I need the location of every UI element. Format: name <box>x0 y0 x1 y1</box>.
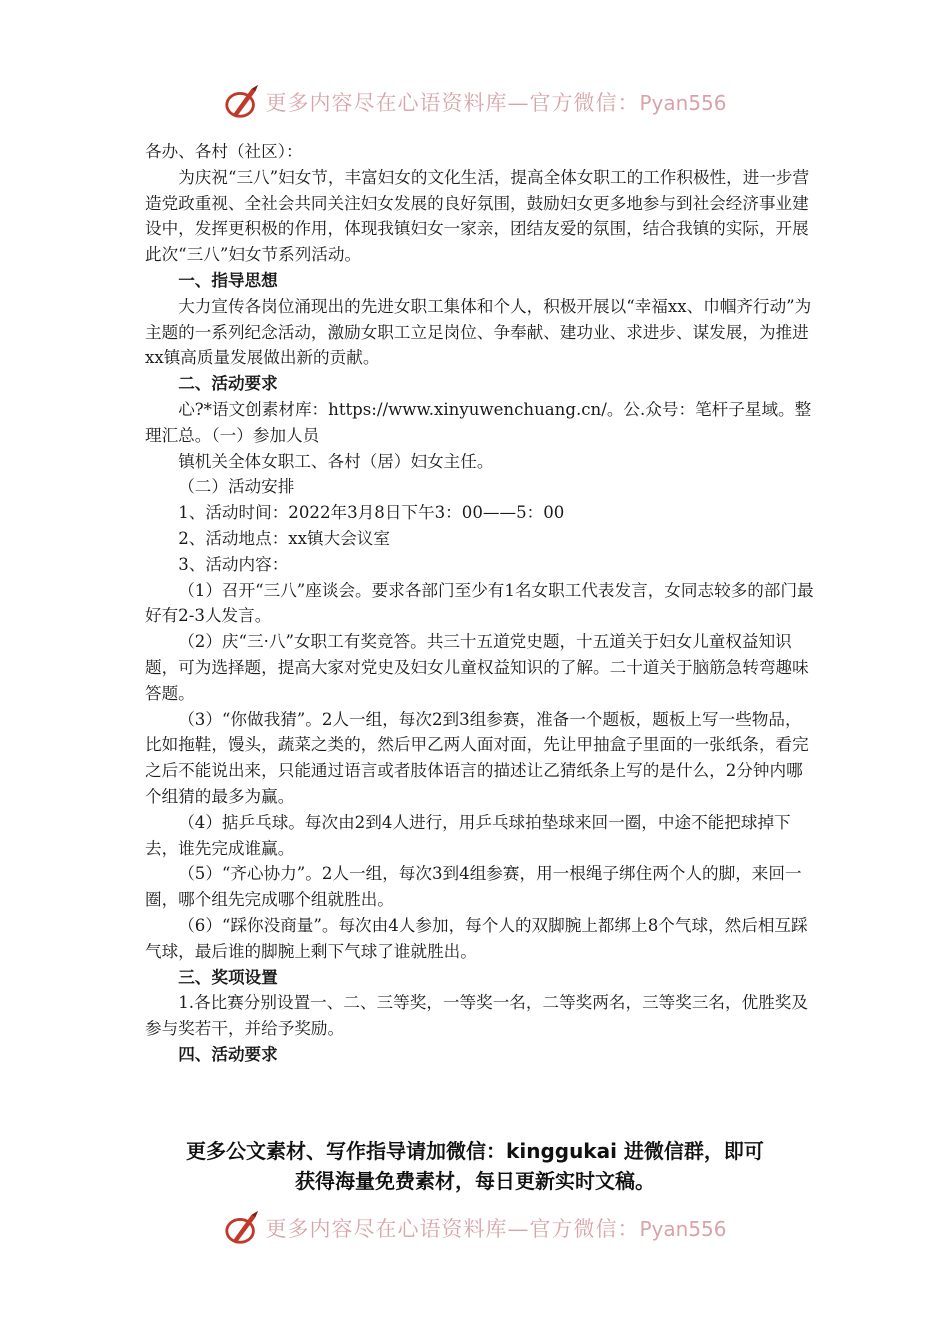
watermark-line: 心?*语文创素材库：https://www.xinyuwenchuang.cn/。公.众号：笔杆子星域。整理汇总。（一）参加人员 <box>145 399 812 445</box>
activity-item-3: （3）“你做我猜”。2人一组，每次2到3组参赛，准备一个题板，题板上写一些物品，比如拖鞋，馒头，蔬菜之类的，然后甲乙两人面对面，先让甲抽盒子里面的一张纸条，看完之后不能说出来，只能通过语言或者肢体语言的描述让乙猜纸条上写的是什么，2分钟内哪个组猜的最多为赢。 <box>145 709 809 806</box>
quill-logo-icon <box>223 83 261 121</box>
section-heading-1: 一、指导思想 <box>178 270 278 290</box>
footer-banner <box>0 1206 950 1250</box>
header-banner-text: 更多内容尽在心语资料库—官方微信：Pyan556 <box>265 91 727 115</box>
section-heading-2: 二、活动要求 <box>178 374 278 394</box>
activity-item-1: （1）召开“三八”座谈会。要求各部门至少有1名女职工代表发言，女同志较多的部门最好有2-3人发言。 <box>145 580 814 626</box>
promo-line-1: 更多公文素材、写作指导请加微信：kinggukai 进微信群，即可 <box>186 1139 764 1163</box>
section-body-3: 1.各比赛分别设置一、二、三等奖，一等奖一名，二等奖两名，三等奖三名，优胜奖及参与奖若干，并给予奖励。 <box>145 993 808 1039</box>
quill-logo-icon <box>223 1209 261 1247</box>
promo-line-2: 获得海量免费素材，每日更新实时文稿。 <box>295 1169 655 1193</box>
activity-item-6: （6）“踩你没商量”。每次由4人参加，每个人的双脚腕上都绑上8个气球，然后相互踩气球，最后谁的脚腕上剩下气球了谁就胜出。 <box>145 915 808 961</box>
arrangement-heading: （二）活动安排 <box>178 477 295 497</box>
salutation: 各办、各村（社区）： <box>145 142 303 161</box>
header-banner <box>0 80 950 124</box>
section-heading-4: 四、活动要求 <box>178 1044 278 1064</box>
promo-block <box>0 1136 950 1196</box>
participants-text: 镇机关全体女职工、各村（居）妇女主任。 <box>178 451 494 471</box>
activity-item-2: （2）庆“三·八”女职工有奖竞答。共三十五道党史题，十五道关于妇女儿童权益知识题，可为选择题，提高大家对党史及妇女儿童权益知识的了解。二十道关于脑筋急转弯趣味答题。 <box>145 632 809 703</box>
header-wechat-id: Pyan556 <box>639 91 727 115</box>
intro-paragraph: 为庆祝“三八”妇女节，丰富妇女的文化生活，提高全体女职工的工作积极性，进一步营造党政重视、全社会共同关注妇女发展的良好氛围，鼓励妇女更多地参与到社会经济事业建设中，发挥更积极的作用，体现我镇妇女一家亲，团结友爱的氛围，结合我镇的实际，开展此次“三八”妇女节系列活动。 <box>145 167 810 265</box>
footer-banner-text: 更多内容尽在心语资料库—官方微信：Pyan556 <box>265 1217 727 1241</box>
footer-wechat-id: Pyan556 <box>639 1217 727 1241</box>
activity-time: 1、活动时间：2022年3月8日下午3：00——5：00 <box>178 503 565 523</box>
activity-item-5: （5）“齐心协力”。2人一组，每次3到4组参赛，用一根绳子绑住两个人的脚，来回一圈，哪个组先完成哪个组就胜出。 <box>145 864 802 910</box>
section-body-1: 大力宣传各岗位涌现出的先进女职工集体和个人，积极开展以“幸福xx、巾帼齐行动”为主题的一系列纪念活动，激励女职工立足岗位、争奉献、建功业、求进步、谋发展，为推进xx镇高质量发展做出新的贡献。 <box>145 296 812 368</box>
activity-item-4: （4）掂乒乓球。每次由2到4人进行，用乒乓球拍垫球来回一圈，中途不能把球掉下去，谁先完成谁赢。 <box>145 812 791 858</box>
section-heading-3: 三、奖项设置 <box>178 967 278 987</box>
activity-content-heading: 3、活动内容： <box>178 554 289 574</box>
document-body <box>145 139 817 1068</box>
activity-location: 2、活动地点：xx镇大会议室 <box>178 528 390 548</box>
